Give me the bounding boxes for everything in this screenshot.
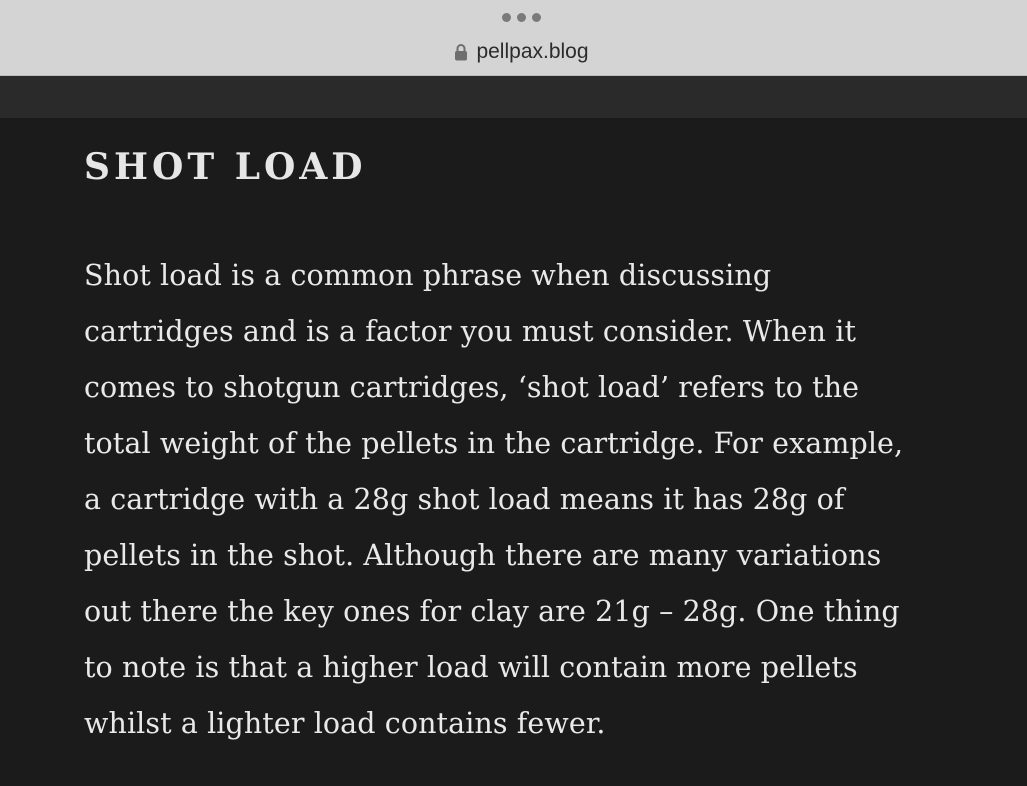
paragraph-line: cartridges and is a factor you must consider. When it bbox=[84, 315, 857, 348]
paragraph-line: out there the key ones for clay are 21g – 28g. One thing bbox=[84, 595, 900, 628]
url-text: pellpax.blog bbox=[476, 40, 589, 63]
more-dots-icon[interactable] bbox=[16, 13, 1027, 22]
article-content bbox=[0, 118, 1027, 786]
site-header-bar bbox=[0, 76, 1027, 118]
paragraph-line: pellets in the shot. Although there are many variations bbox=[84, 539, 882, 572]
dot bbox=[532, 13, 541, 22]
address-bar[interactable] bbox=[16, 40, 1027, 64]
paragraph-line: a cartridge with a 28g shot load means it has 28g of bbox=[84, 483, 845, 516]
section-heading: SHOT LOAD bbox=[84, 146, 367, 188]
paragraph-line: comes to shotgun cartridges, ‘shot load’ refers to the bbox=[84, 371, 860, 404]
paragraph-line: total weight of the pellets in the cartridge. For example, bbox=[84, 427, 904, 460]
dot bbox=[517, 13, 526, 22]
paragraph-line: to note is that a higher load will contain more pellets bbox=[84, 651, 858, 684]
dot bbox=[502, 13, 511, 22]
paragraph-line: whilst a lighter load contains fewer. bbox=[84, 707, 606, 740]
paragraph-line: Shot load is a common phrase when discussing bbox=[84, 259, 772, 292]
browser-toolbar bbox=[0, 0, 1027, 76]
article-paragraph bbox=[84, 248, 984, 752]
lock-icon bbox=[454, 43, 468, 61]
